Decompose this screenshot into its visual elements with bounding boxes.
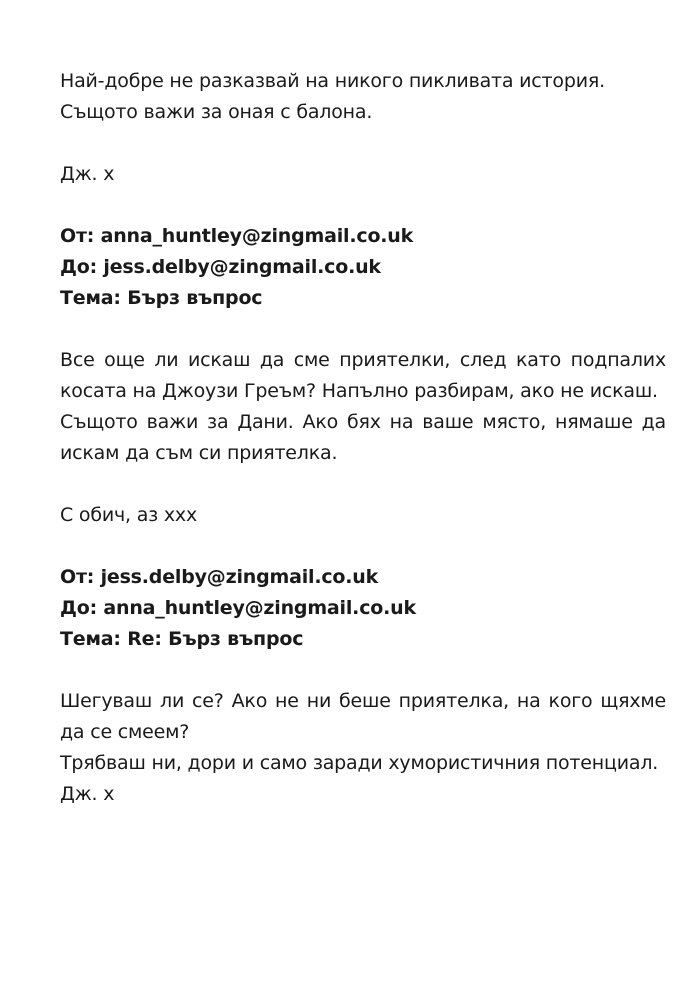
document-page <box>60 66 666 810</box>
email3-signoff: Дж. х <box>60 783 115 805</box>
email2-from: От: anna_huntley@zingmail.co.uk <box>60 225 414 247</box>
spacer <box>60 190 666 221</box>
letter1-line-2: Същото важи за оная с балона. <box>60 101 373 123</box>
email3-to: До: anna_huntley@zingmail.co.uk <box>60 597 416 619</box>
spacer <box>60 531 666 562</box>
spacer <box>60 469 666 500</box>
email3-subject: Тема: Re: Бърз въпрос <box>60 628 304 650</box>
spacer <box>60 128 666 159</box>
email2-to: До: jess.delby@zingmail.co.uk <box>60 256 381 278</box>
spacer <box>60 314 666 345</box>
email2-paragraph-1: Все още ли искаш да сме приятелки, след като подпалих косата на Джоузи Греъм? Напълно разбирам, ако не искаш. <box>60 349 666 402</box>
email3-paragraph-2: Трябваш ни, дори и само заради хумористичния потенциал. <box>60 752 659 774</box>
spacer <box>60 655 666 686</box>
email3-paragraph-1: Шегуваш ли се? Ако не ни беше приятелка, на кого щяхме да се смеем? <box>60 690 666 743</box>
email2-paragraph-2: Същото важи за Дани. Ако бях на ваше място, нямаше да искам да съм си приятелка. <box>60 411 666 464</box>
email2-signoff: С обич, аз ххх <box>60 504 198 526</box>
email2-subject: Тема: Бърз въпрос <box>60 287 263 309</box>
letter1-signoff: Дж. х <box>60 163 115 185</box>
email3-from: От: jess.delby@zingmail.co.uk <box>60 566 379 588</box>
letter1-line-1: Най-добре не разказвай на никого пикливата история. <box>60 70 605 92</box>
